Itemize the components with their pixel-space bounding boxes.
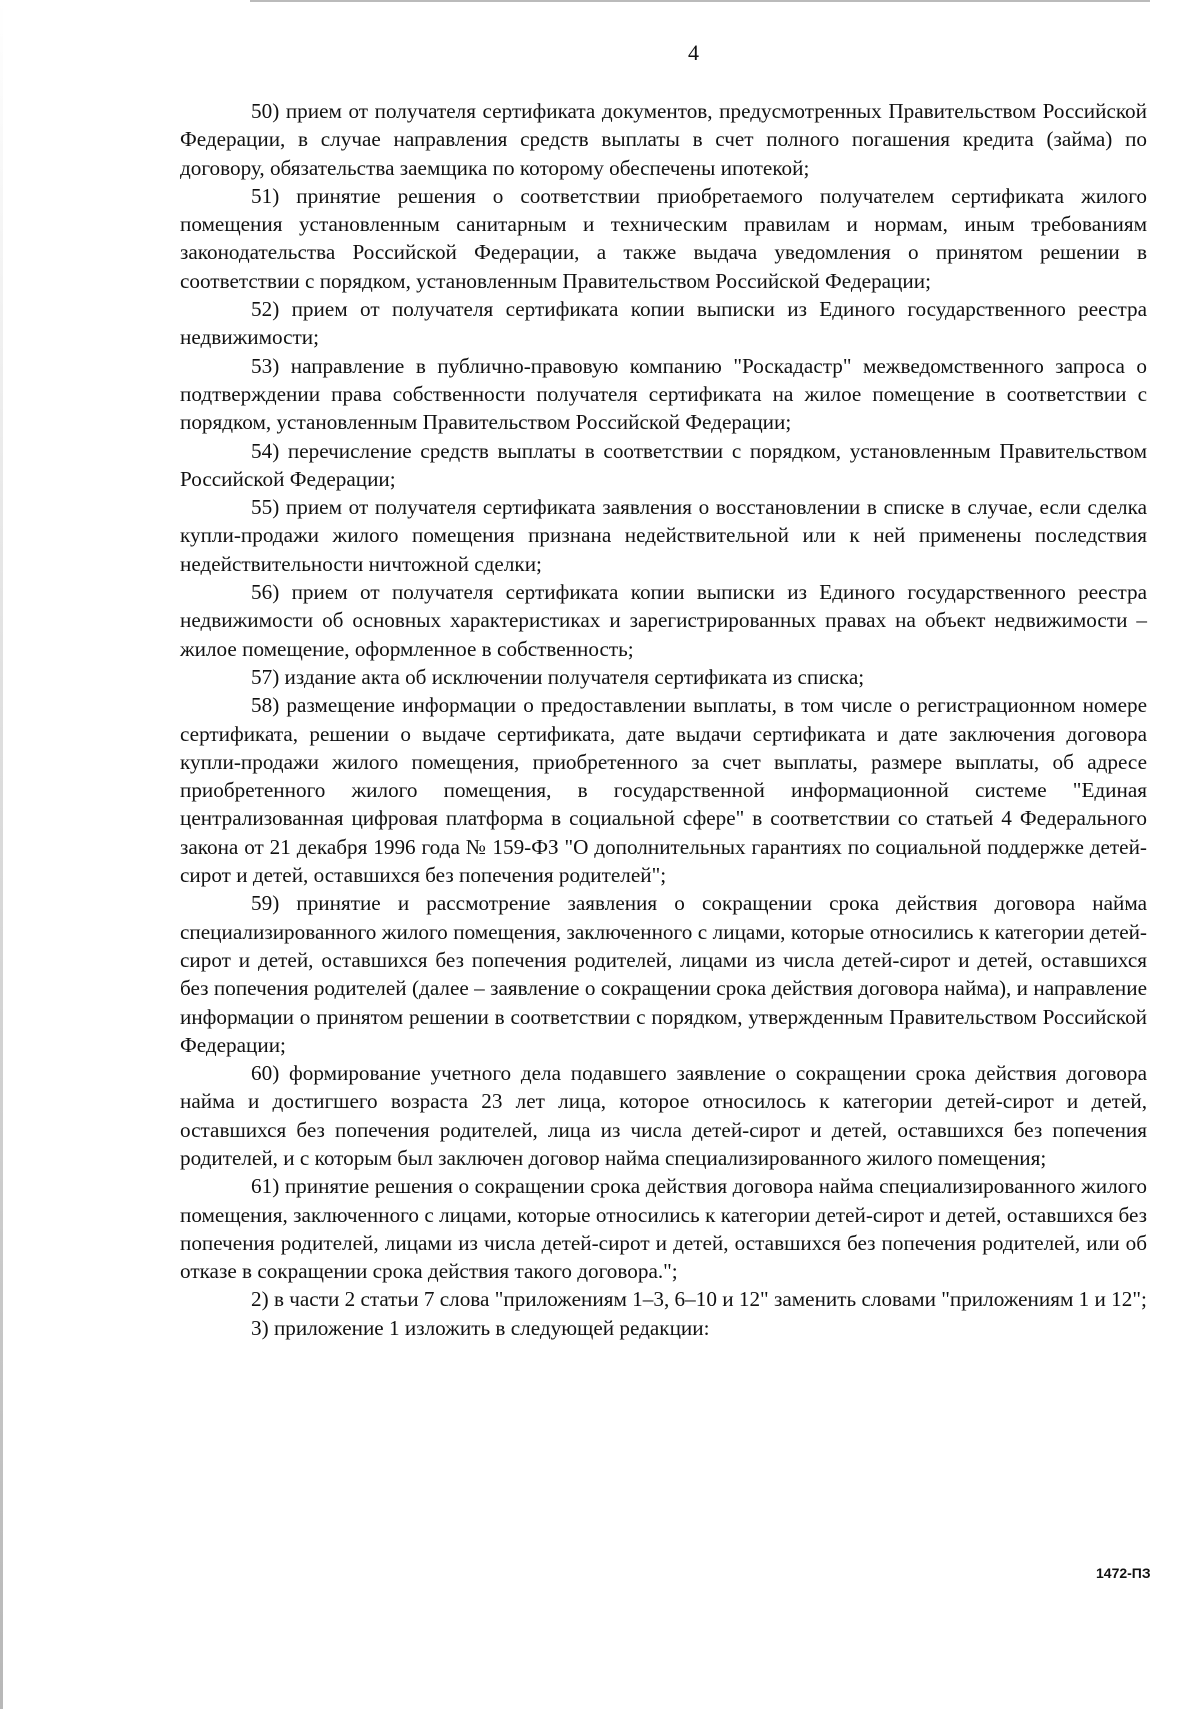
paragraph-55: 55) прием от получателя сертификата заявления о восстановлении в списке в случае, если сделка купли-продажи жилого помещения признана недействительной или к ней применены последствия недействительности ничтожной сделки; <box>180 495 1147 576</box>
scan-left-edge <box>0 0 3 1709</box>
paragraph-51: 51) принятие решения о соответствии приобретаемого получателем сертификата жилого помещения установленным санитарным и техническим правилам и нормам, иным требованиям законодательства Российской Федерации, а также выдача уведомления о принятом решении в соответствии с порядком, установленным Правительством Российской Федерации; <box>180 183 1147 293</box>
paragraph-amendment-2: 2) в части 2 статьи 7 слова "приложениям 1–3, 6–10 и 12" заменить словами "приложениям 1 и 12"; <box>251 1287 1147 1312</box>
paragraph-amendment-3: 3) приложение 1 изложить в следующей редакции: <box>251 1315 710 1340</box>
scan-top-edge <box>250 0 1150 2</box>
paragraph-52: 52) прием от получателя сертификата копии выписки из Единого государственного реестра недвижимости; <box>180 297 1147 350</box>
paragraph-54: 54) перечисление средств выплаты в соответствии с порядком, установленным Правительством Российской Федерации; <box>180 438 1147 491</box>
paragraph-59: 59) принятие и рассмотрение заявления о сокращении срока действия договора найма специализированного жилого помещения, заключенного с лицами, которые относились к категории детей-сирот и детей, оставшихся без попечения родителей, лицами из числа детей-сирот и детей, оставшихся без попечения родителей (далее – заявление о сокращении срока действия договора найма), и направление информации о принятом решении в соответствии с порядком, утвержденным Правительством Российской Федерации; <box>180 891 1147 1057</box>
paragraph-61: 61) принятие решения о сокращении срока действия договора найма специализированного жилого помещения, заключенного с лицами, которые относились к категории детей-сирот и детей, оставшихся без попечения родителей, лицами из числа детей-сирот и детей, оставшихся без попечения родителей, или об отказе в сокращении срока действия такого договора."; <box>180 1174 1147 1284</box>
paragraph-58: 58) размещение информации о предоставлении выплаты, в том числе о регистрационном номере сертификата, решении о выдаче сертификата, дате выдачи сертификата и дате заключения договора купли-продажи жилого помещения, приобретенного за счет выплаты, размере выплаты, об адресе приобретенного жилого помещения, в государственной информационной системе "Единая централизованная цифровая платформа в социальной сфере" в соответствии со статьей 4 Федерального закона от 21 декабря 1996 года № 159-ФЗ "О дополнительных гарантиях по социальной поддержке детей-сирот и детей, оставшихся без попечения родителей"; <box>180 693 1147 888</box>
paragraph-60: 60) формирование учетного дела подавшего заявление о сокращении срока действия договора найма и достигшего возраста 23 лет лица, которое относилось к категории детей-сирот и детей, оставшихся без попечения родителей, лица из числа детей-сирот и детей, оставшихся без попечения родителей, и с которым был заключен договор найма специализированного жилого помещения; <box>180 1061 1147 1170</box>
document-code: 1472-ПЗ <box>1096 1565 1151 1581</box>
paragraph-50: 50) прием от получателя сертификата документов, предусмотренных Правительством Российской Федерации, в случае направления средств выплаты в счет полного погашения кредита (займа) по договору, обязательства заемщика по которому обеспечены ипотекой; <box>180 99 1147 180</box>
document-body <box>180 97 1147 1342</box>
paragraph-53: 53) направление в публично-правовую компанию "Роскадастр" межведомственного запроса о подтверждении права собственности получателя сертификата на жилое помещение в соответствии с порядком, установленным Правительством Российской Федерации; <box>180 353 1147 435</box>
paragraph-56: 56) прием от получателя сертификата копии выписки из Единого государственного реестра недвижимости об основных характеристиках и зарегистрированных правах на объект недвижимости – жилое помещение, оформленное в собственность; <box>180 580 1147 661</box>
paragraph-57: 57) издание акта об исключении получателя сертификата из списка; <box>251 664 865 689</box>
page-number: 4 <box>688 40 699 65</box>
